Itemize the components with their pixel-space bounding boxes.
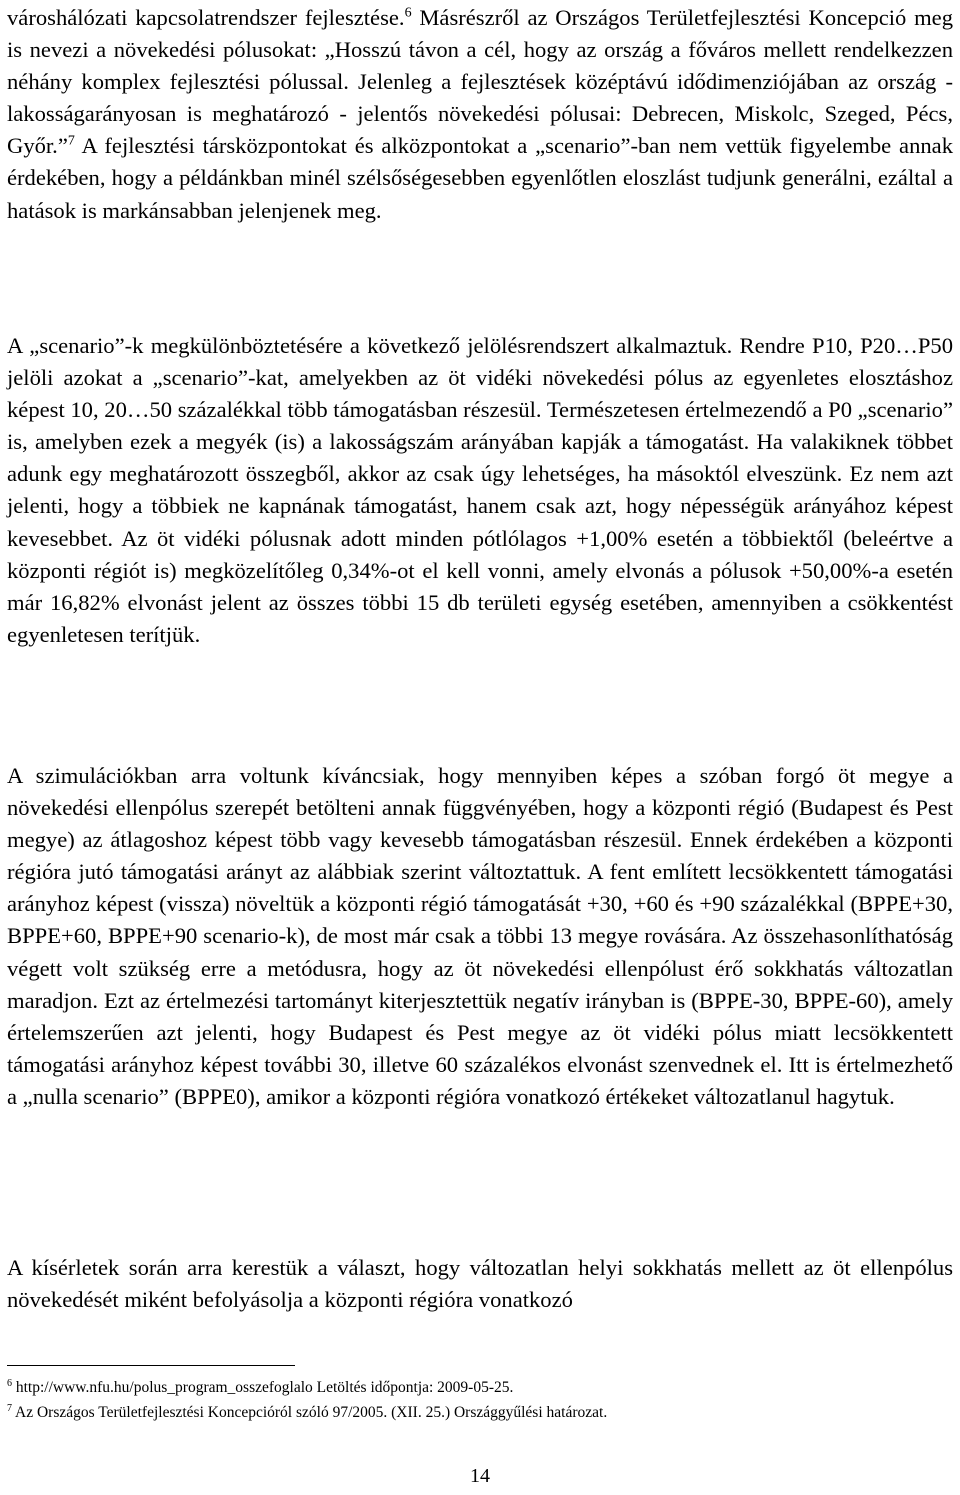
footnote-6-mark: 6 (7, 1377, 12, 1389)
footnote-7-text: Az Országos Területfejlesztési Koncepcióról szóló 97/2005. (XII. 25.) Országgyűlési határozat. (12, 1404, 608, 1421)
footnote-ref-6[interactable]: 6 (404, 5, 412, 21)
paragraph-1-text-c: A fejlesztési társközpontokat és alközpontokat a „scenario”-ban nem vettük figyelembe annak érdekében, hogy a példánkban minél szélsőségesebben egyenlőtlen eloszlást tudjunk generálni, ezáltal a hatások is markánsabban jelenjenek meg. (7, 133, 953, 223)
paragraph-2: A „scenario”-k megkülönböztetésére a következő jelölésrendszert alkalmaztuk. Rendre P10, P20…P50 jelöli azokat a „scenario”-kat, amelyekben az öt vidéki növekedési pólus az egyenletes elosztáshoz képest 10, 20…50 százalékkal több támogatásban részesül. Természetesen értelmezendő a P0 „scenario” is, amelyben ezek a megyék (is) a lakosságszám arányában kapják a támogatást. Ha valakiknek többet adunk egy meghatározott összegből, akkor az csak úgy lehetséges, ha másoktól elveszünk. Ez nem azt jelenti, hogy a többiek ne kapnának támogatást, hanem csak azt, hogy népességük arányához képest kevesebbet. Az öt vidéki pólusnak adott minden pótlólagos +1,00% esetén a többiektől (beleértve a központi régiót is) megközelítőleg 0,34%-ot el kell vonni, amely elvonás a pólusok +50,00%-a esetén már 16,82% elvonást jelent az összes többi 15 db területi egység esetében, amennyiben a csökkentést egyenletesen terítjük. (7, 333, 953, 647)
paragraph-3: A szimulációkban arra voltunk kíváncsiak, hogy mennyiben képes a szóban forgó öt megye a növekedési ellenpólus szerepét betölteni annak függvényében, hogy a központi régió (Budapest és Pest megye) az átlagoshoz képest több vagy kevesebb támogatásban részesül. Ennek érdekében a központi régióra jutó támogatási arányt az alábbiak szerint változtattuk. A fent említett lecsökkentett támogatási arányhoz képest (vissza) növeltük a központi régió támogatását +30, +60 és +90 százalékkal (BPPE+30, BPPE+60, BPPE+90 scenario-k), de most már csak a többi 13 megye rovására. Az összehasonlíthatóság végett volt szükség erre a metódusra, hogy az öt növekedési ellenpólust érő sokkhatás változatlan maradjon. Ezt az értelmezési tartományt kiterjesztettük negatív irányban is (BPPE-30, BPPE-60), amely értelemszerűen azt jelenti, hogy Budapest és Pest megye az öt vidéki pólus miatt lecsökkentett támogatási arányhoz képest további 30, illetve 60 százalékos elvonást szenvednek el. Itt is értelmezhető a „nulla scenario” (BPPE0), amikor a központi régióra vonatkozó értékeket változatlanul hagytuk. (7, 763, 953, 1109)
paragraph-1-text-a: városhálózati kapcsolatrendszer fejlesztése. (7, 5, 405, 30)
footnote-6-text: http://www.nfu.hu/polus_program_osszefoglalo Letöltés időpontja: 2009-05-25. (12, 1379, 514, 1396)
footnote-6 (7, 1378, 953, 1398)
paragraph-1 (7, 2, 953, 227)
footnote-ref-7[interactable]: 7 (67, 133, 75, 149)
paragraph-1-text-b: Másrészről az Országos Területfejlesztési Koncepció meg is nevezi a növekedési pólusokat: „Hosszú távon a cél, hogy az ország a főváros mellett rendelkezzen néhány komplex fejlesztési pólussal. Jelenleg a fejlesztések középtávú idődimenziójában az ország - lakosságarányosan is meghatározó - jelentős növekedési pólusai: Debrecen, Miskolc, Szeged, Pécs, Győr.” (7, 5, 954, 159)
page-number: 14 (470, 1465, 490, 1487)
paragraph-4: A kísérletek során arra kerestük a választ, hogy változatlan helyi sokkhatás mellett az öt ellenpólus növekedését miként befolyásolja a központi régióra vonatkozó (7, 1255, 953, 1313)
footnote-7 (7, 1403, 953, 1423)
footnote-7-mark: 7 (7, 1402, 12, 1414)
footnote-separator (7, 1365, 295, 1366)
